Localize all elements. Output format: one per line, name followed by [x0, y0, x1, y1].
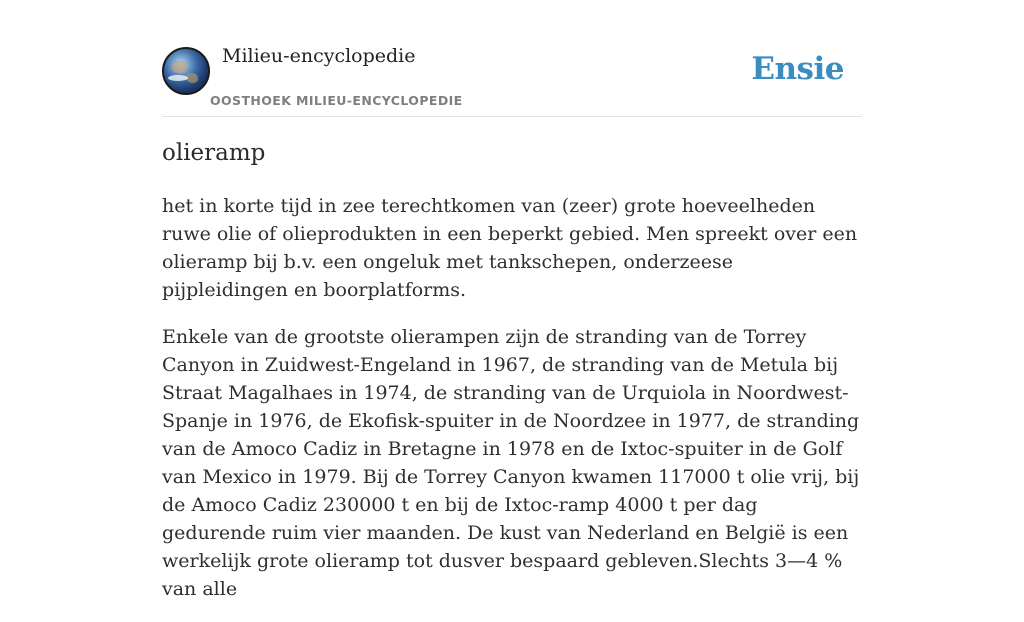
globe-land: [172, 61, 188, 73]
site-subtitle: OOSTHOEK MILIEU-ENCYCLOPEDIE: [210, 93, 463, 108]
article-paragraph: Enkele van de grootste olierampen zijn de stranding van de Torrey Canyon in Zuidwest-Engeland in 1967, de stranding van de Metula bij Straat Magalhaes in 1974, de stranding van de Urquiola in Noordwest-Spanje in 1976, de Ekofisk-spuiter in de Noordzee in 1977, de stranding van de Amoco Cadiz in Bretagne in 1978 en de Ixtoc-spuiter in de Golf van Mexico in 1979. Bij de Torrey Canyon kwamen 117000 t olie vrij, bij de Amoco Cadiz 230000 t en bij de Ixtoc-ramp 4000 t per dag gedurende ruim vier maanden. De kust van Nederland en België is een werkelijk grote olieramp tot dusver bespaard gebleven.Slechts 3—4 % van alle: [162, 326, 860, 600]
earth-globe-icon[interactable]: [162, 47, 210, 95]
article-title: olieramp: [162, 140, 266, 166]
site-header: [162, 0, 862, 117]
globe-cloud: [168, 75, 188, 81]
ensie-logo-link[interactable]: Ensie: [751, 51, 844, 87]
site-title-link[interactable]: Milieu-encyclopedie: [222, 45, 416, 67]
article-body: [162, 192, 862, 622]
article-paragraph: het in korte tijd in zee terechtkomen van (zeer) grote hoeveelheden ruwe olie of olieprodukten in een beperkt gebied. Men spreekt over een olieramp bij b.v. een ongeluk met tankschepen, onderzeese pijpleidingen en boorplatforms.: [162, 195, 858, 301]
page-container: [162, 0, 862, 600]
